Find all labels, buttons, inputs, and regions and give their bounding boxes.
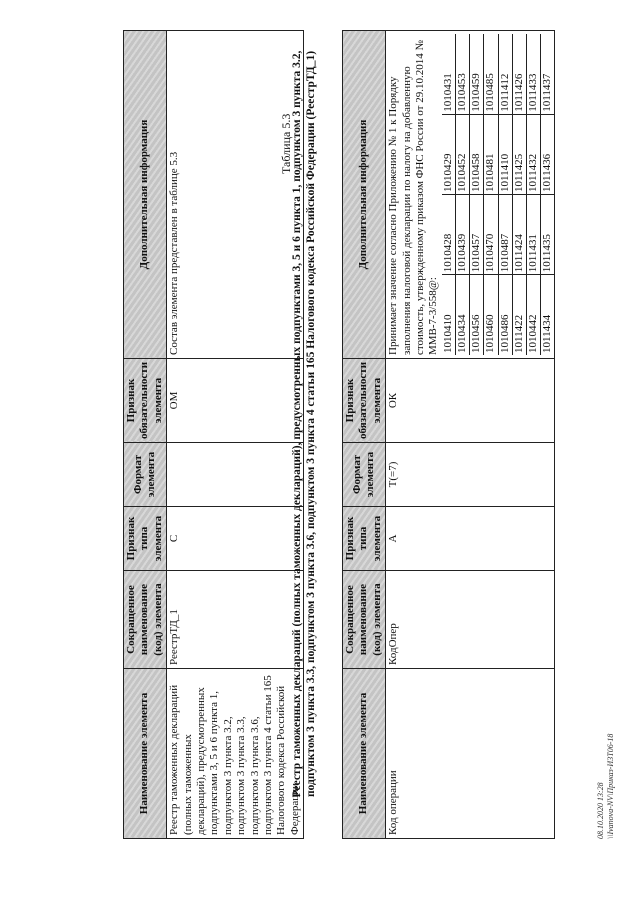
header-abbr: Сокращенное наименование (код) элемента [343, 571, 386, 669]
operation-code: 1011410 [498, 114, 512, 194]
cell-name: Код операции [386, 669, 555, 839]
operation-code: 1011435 [541, 195, 555, 275]
operation-code: 1010457 [470, 195, 484, 275]
cell-info [386, 31, 555, 359]
operation-code: 1010428 [442, 195, 456, 275]
footer-path: \\Ivanova-NV\Приказ-ИЗТ06-18 [605, 733, 615, 839]
code-row [526, 34, 540, 355]
code-row [484, 34, 498, 355]
header-mandatory: Признак обязательности элемента [343, 359, 386, 443]
table-header-row [343, 31, 386, 839]
info-text: Принимает значение согласно Приложению № 1 к Порядку заполнения налоговой декларации по налогу на добавленную стоимость, утвержденному приказом ФНС России от 29.10.2014 № ММВ-7-3/558@: [387, 40, 440, 355]
table-label: Таблица 5.3 [279, 113, 293, 174]
operation-code: 1011433 [526, 34, 540, 114]
operation-code: 1011437 [541, 34, 555, 114]
header-format: Формат элемента [124, 443, 167, 507]
header-format: Формат элемента [343, 443, 386, 507]
operation-codes-grid [442, 34, 555, 355]
code-row [442, 34, 456, 355]
operation-code: 1010442 [526, 275, 540, 355]
document-footer [596, 734, 615, 839]
operation-code: 1011436 [541, 114, 555, 194]
cell-mandatory: ОК [386, 359, 555, 443]
header-info: Дополнительная информация [343, 31, 386, 359]
cell-type: А [386, 507, 555, 571]
code-row [456, 34, 470, 355]
header-abbr: Сокращенное наименование (код) элемента [124, 571, 167, 669]
operation-code: 1010410 [441, 314, 454, 353]
cell-format [167, 443, 304, 507]
header-name: Наименование элемента [343, 669, 386, 839]
operation-code: 1010486 [498, 275, 512, 355]
operation-code: 1010452 [456, 114, 470, 194]
operation-code: 1011422 [512, 275, 526, 355]
operation-code: 1011434 [541, 275, 555, 355]
footer-timestamp: 08.10.2020 13:28 [596, 782, 605, 839]
operation-code: 1011426 [512, 34, 526, 114]
operation-code: 1010481 [484, 114, 498, 194]
cell-type: С [167, 507, 304, 571]
code-row [498, 34, 512, 355]
table-row [386, 31, 555, 839]
operation-code: 1010456 [470, 275, 484, 355]
operation-code: 1010487 [498, 195, 512, 275]
operation-code: 1011424 [512, 195, 526, 275]
operation-code: 1010458 [470, 114, 484, 194]
operation-code: 1010434 [456, 275, 470, 355]
cell-abbr: КодОпер [386, 571, 555, 669]
table-caption: Реестр таможенных деклараций (полных таможенных деклараций), предусмотренных подпунктами 3, 5 и 6 пункта 1, подпунктом 3 пункта 3.2, подпунктом 3 пункта 3.3, подпунктом 3 пункта 3.6, подпунктом 3 пункта 4 статьи 165 Налогового кодекса Российской Федерации (РеестрТД_1) [291, 50, 318, 798]
operation-code: 1011412 [498, 34, 512, 114]
operation-code: 1011432 [526, 114, 540, 194]
cell-name: Реестр таможенных деклараций (полных таможенных деклараций), предусмотренных подпунктами 3, 5 и 6 пункта 1, подпунктом 3 пункта 3.2, подпунктом 3 пункта 3.3, подпунктом 3 пункта 3.6, подпунктом 3 пункта 4 статьи 165 Налогового кодекса Российской Федерации [167, 669, 304, 839]
operation-code: 1010453 [456, 34, 470, 114]
cell-abbr: РеестрТД_1 [167, 571, 304, 669]
cell-mandatory: ОМ [167, 359, 304, 443]
header-info: Дополнительная информация [124, 31, 167, 359]
operation-code: 1010459 [470, 34, 484, 114]
table-header-row [124, 31, 167, 839]
code-row [470, 34, 484, 355]
operation-code: 1010431 [442, 34, 456, 114]
operation-code: 1010460 [484, 275, 498, 355]
header-type: Признак типа элемента [343, 507, 386, 571]
elements-table [123, 30, 304, 839]
header-mandatory: Признак обязательности элемента [124, 359, 167, 443]
operation-code: 1010485 [484, 34, 498, 114]
operation-code: 1011425 [512, 114, 526, 194]
operation-code: 1010470 [484, 195, 498, 275]
operation-code: 1010429 [442, 114, 456, 194]
cell-format: T(=7) [386, 443, 555, 507]
operation-code: 1010439 [456, 195, 470, 275]
operation-code: 1011431 [526, 195, 540, 275]
code-row [512, 34, 526, 355]
cell-info: Состав элемента представлен в таблице 5.3 [167, 31, 304, 359]
header-name: Наименование элемента [124, 669, 167, 839]
code-row [541, 34, 555, 355]
registry-table [342, 30, 555, 839]
rotated-document-page [64, 30, 624, 874]
header-type: Признак типа элемента [124, 507, 167, 571]
